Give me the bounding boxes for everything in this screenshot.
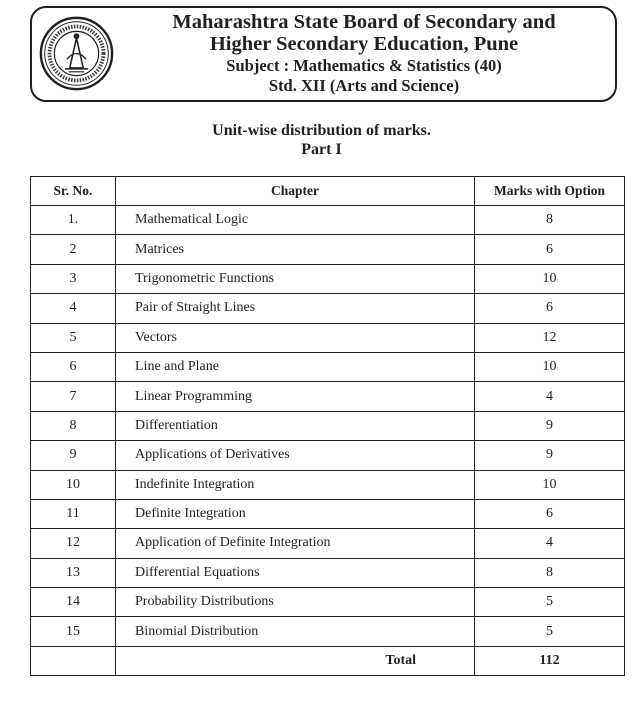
marks-cell: 8 — [475, 206, 625, 235]
marks-cell: 10 — [475, 264, 625, 293]
total-marks: 112 — [475, 646, 625, 675]
table-row — [31, 382, 625, 411]
subject-line: Subject : Mathematics & Statistics (40) — [226, 56, 502, 75]
header-text — [124, 11, 604, 95]
marks-cell: 6 — [475, 499, 625, 528]
chapter-cell: Application of Definite Integration — [116, 529, 475, 558]
chapter-cell: Vectors — [116, 323, 475, 352]
marks-cell: 9 — [475, 411, 625, 440]
sr-cell: 9 — [31, 441, 116, 470]
total-empty-cell — [31, 646, 116, 675]
sr-cell: 3 — [31, 264, 116, 293]
chapter-cell: Differentiation — [116, 411, 475, 440]
part-title: Part I — [301, 141, 342, 158]
table-row — [31, 264, 625, 293]
chapter-cell: Binomial Distribution — [116, 617, 475, 646]
sr-cell: 13 — [31, 558, 116, 587]
sr-cell: 10 — [31, 470, 116, 499]
table-row — [31, 529, 625, 558]
sr-cell: 4 — [31, 294, 116, 323]
marks-cell: 12 — [475, 323, 625, 352]
total-row — [31, 646, 625, 675]
marks-cell: 8 — [475, 558, 625, 587]
header-box — [30, 6, 617, 102]
board-name-line-2: Higher Secondary Education, Pune — [209, 33, 519, 55]
header-sr-no: Sr. No. — [31, 177, 116, 206]
total-label: Total — [116, 646, 475, 675]
table-row — [31, 617, 625, 646]
section-title: Unit-wise distribution of marks. — [212, 122, 431, 139]
table-header-row — [31, 177, 625, 206]
sr-cell: 6 — [31, 352, 116, 381]
table-row — [31, 441, 625, 470]
chapter-cell: Probability Distributions — [116, 588, 475, 617]
standard-line: Std. XII (Arts and Science) — [268, 76, 460, 95]
chapter-cell: Pair of Straight Lines — [116, 294, 475, 323]
marks-cell: 6 — [475, 294, 625, 323]
table-body — [31, 206, 625, 676]
marks-cell: 5 — [475, 588, 625, 617]
board-seal-icon — [38, 15, 115, 92]
table-row — [31, 206, 625, 235]
chapter-cell: Linear Programming — [116, 382, 475, 411]
sr-cell: 5 — [31, 323, 116, 352]
table-row — [31, 323, 625, 352]
table-row — [31, 558, 625, 587]
chapter-cell: Differential Equations — [116, 558, 475, 587]
table-row — [31, 470, 625, 499]
sr-cell: 11 — [31, 499, 116, 528]
table-row — [31, 352, 625, 381]
marks-distribution-table — [30, 176, 625, 676]
chapter-cell: Mathematical Logic — [116, 206, 475, 235]
table-row — [31, 294, 625, 323]
sr-cell: 8 — [31, 411, 116, 440]
sr-cell: 7 — [31, 382, 116, 411]
board-name-line-1: Maharashtra State Board of Secondary and — [172, 11, 556, 33]
header-marks: Marks with Option — [475, 177, 625, 206]
marks-cell: 10 — [475, 352, 625, 381]
chapter-cell: Definite Integration — [116, 499, 475, 528]
chapter-cell: Matrices — [116, 235, 475, 264]
marks-cell: 4 — [475, 529, 625, 558]
sr-cell: 2 — [31, 235, 116, 264]
marks-cell: 6 — [475, 235, 625, 264]
marks-cell: 5 — [475, 617, 625, 646]
header-chapter: Chapter — [116, 177, 475, 206]
chapter-cell: Indefinite Integration — [116, 470, 475, 499]
marks-cell: 10 — [475, 470, 625, 499]
table-row — [31, 235, 625, 264]
marks-cell: 4 — [475, 382, 625, 411]
sr-cell: 14 — [31, 588, 116, 617]
marks-cell: 9 — [475, 441, 625, 470]
table-row — [31, 588, 625, 617]
chapter-cell: Applications of Derivatives — [116, 441, 475, 470]
table-row — [31, 411, 625, 440]
chapter-cell: Trigonometric Functions — [116, 264, 475, 293]
sr-cell: 15 — [31, 617, 116, 646]
table-row — [31, 499, 625, 528]
sr-cell: 12 — [31, 529, 116, 558]
sr-cell: 1. — [31, 206, 116, 235]
chapter-cell: Line and Plane — [116, 352, 475, 381]
